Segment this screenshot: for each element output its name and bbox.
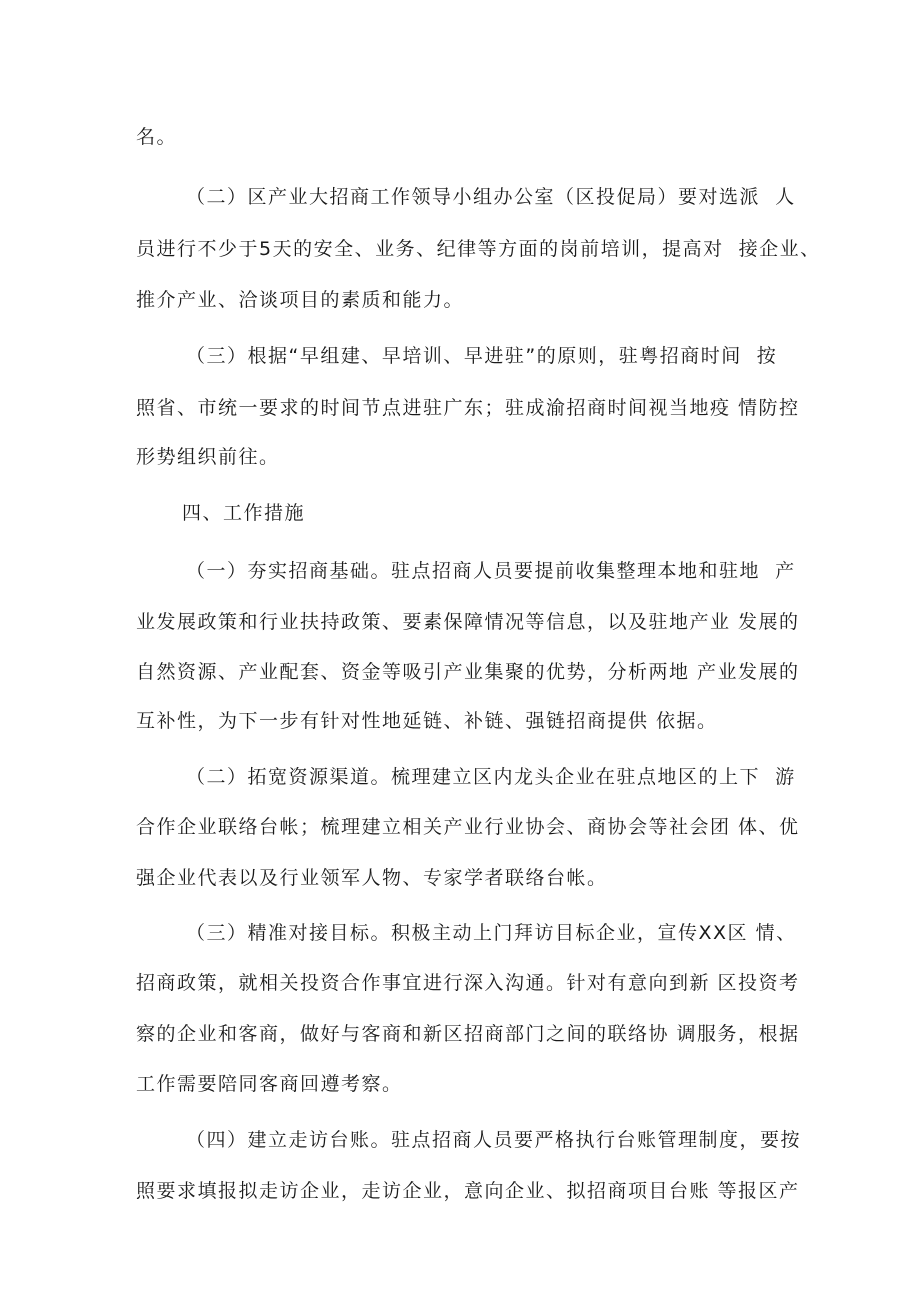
paragraph-2-line-1: （二）区产业大招商工作领导小组办公室（区投促局）要对选派 人	[186, 186, 796, 208]
text-line: 工作需要陪同客商回遵考察。	[136, 1073, 403, 1095]
text-line: 察的企业和客商，做好与客商和新区招商部门之间的联络协 调服务，根据	[136, 1023, 800, 1045]
text-line: 员进行不少于5天的安全、业务、纪律等方面的岗前培训，提高对 接企业、	[136, 238, 821, 260]
text-line: 照省、市统一要求的时间节点进驻广东；驻成渝招商时间视当地疫 情防控	[136, 397, 800, 419]
text-line: 业发展政策和行业扶持政策、要素保障情况等信息，以及驻地产业 发展的	[136, 611, 800, 633]
text-line: 形势组织前往。	[136, 446, 280, 468]
section-heading: 四、工作措施	[182, 502, 306, 524]
text-line: 照要求填报拟走访企业，走访企业，意向企业、拟招商项目台账 等报区产	[136, 1180, 800, 1202]
text-line: 推介产业、洽谈项目的素质和能力。	[136, 289, 465, 311]
text-line: 自然资源、产业配套、资金等吸引产业集聚的优势，分析两地 产业发展的	[136, 661, 800, 683]
text-line: 强企业代表以及行业领军人物、专家学者联络台帐。	[136, 867, 608, 889]
paragraph-3-line-1: （三）根据“早组建、早培训、早进驻”的原则，驻粤招商时间 按	[186, 345, 778, 367]
measure-2-line-1: （二）拓宽资源渠道。梳理建立区内龙头企业在驻点地区的上下 游	[186, 766, 796, 788]
text-line: 名。	[136, 126, 178, 148]
measure-1-line-1: （一）夯实招商基础。驻点招商人员要提前收集整理本地和驻地 产	[186, 560, 796, 582]
text-line: 招商政策，就相关投资合作事宜进行深入沟通。针对有意向到新 区投资考	[136, 972, 800, 994]
text-line: 互补性，为下一步有针对性地延链、补链、强链招商提供 依据。	[136, 710, 718, 732]
text-line: 合作企业联络台帐；梳理建立相关产业行业协会、商协会等社会团 体、优	[136, 816, 800, 838]
measure-3-line-1: （三）精准对接目标。积极主动上门拜访目标企业，宣传XX区 情、	[186, 922, 797, 944]
measure-4-line-1: （四）建立走访台账。驻点招商人员要严格执行台账管理制度，要按	[186, 1129, 802, 1151]
